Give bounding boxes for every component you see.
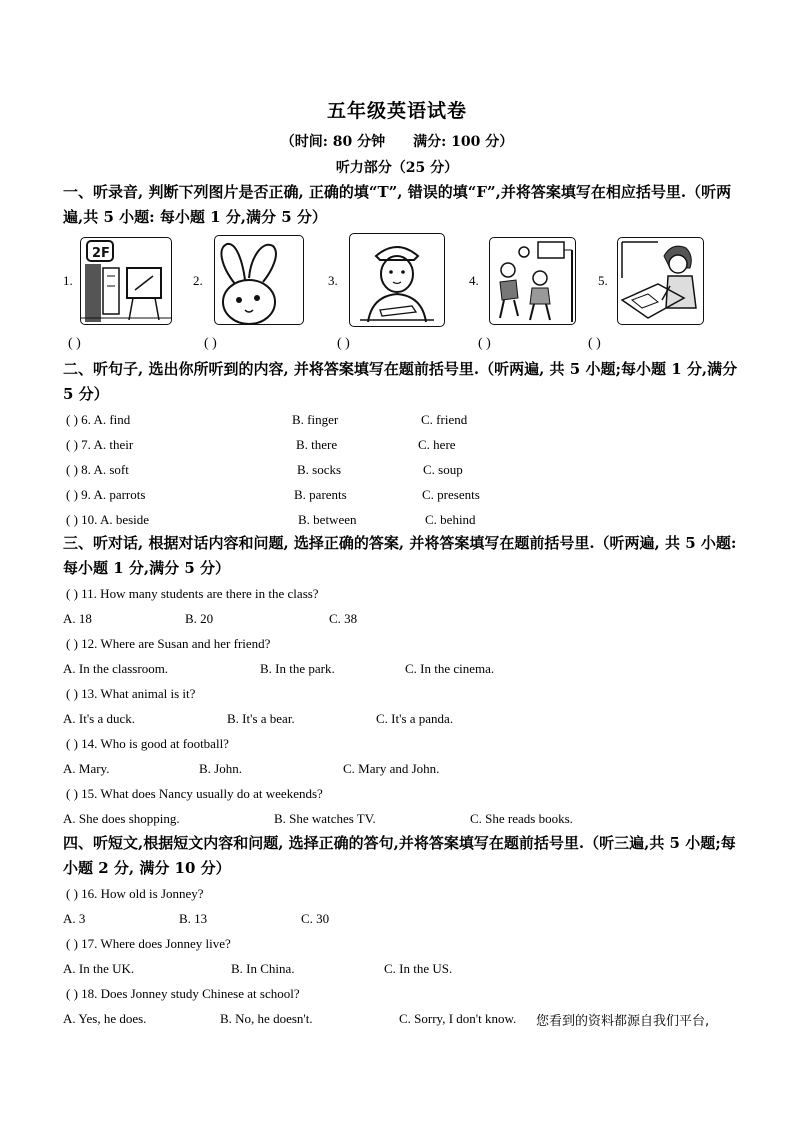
picture-5-number: 5. [598, 273, 608, 288]
question-14-option-a: A. Mary. [63, 761, 110, 776]
question-11-option-c: C. 38 [329, 611, 358, 626]
question-16: ( ) 16. How old is Jonney? [66, 886, 204, 901]
rabbit-picture-icon [214, 235, 304, 325]
question-16-option-a: A. 3 [63, 911, 86, 926]
section2-heading: 二、听句子, 选出你所听到的内容, 并将答案填写在题前括号里.（听两遍, 共 5 小题;每小题 1 分,满分 5 分） [63, 360, 738, 403]
question-7-option-c: C. here [418, 437, 456, 452]
question-16-option-c: C. 30 [301, 911, 330, 926]
question-17-option-b: B. In China. [231, 961, 295, 976]
exam-score: 满分: 100 分） [413, 134, 514, 150]
question-13-option-b: B. It's a bear. [227, 711, 295, 726]
question-17: ( ) 17. Where does Jonney live? [66, 936, 231, 951]
question-9-option-c: C. presents [422, 487, 480, 502]
section1-heading: 一、听录音, 判断下列图片是否正确, 正确的填“T”, 错误的填“F”,并将答案填写在相应括号里.（听两遍,共 5 小题: 每小题 1 分,满分 5 分） [63, 183, 732, 226]
question-6-option-b: B. finger [292, 412, 339, 427]
question-15: ( ) 15. What does Nancy usually do at weekends? [66, 786, 323, 801]
picture-2-answer-paren[interactable]: ( ) [204, 336, 217, 351]
question-11-option-a: A. 18 [63, 611, 92, 626]
question-10-lead: ( ) 10. A. beside [66, 512, 150, 527]
basketball-picture-icon [489, 237, 576, 325]
nurse-picture-icon [349, 233, 445, 327]
question-17-option-c: C. In the US. [384, 961, 453, 976]
svg-text:2F: 2F [92, 246, 110, 261]
picture-4-number: 4. [469, 273, 479, 288]
question-11-option-b: B. 20 [185, 611, 214, 626]
question-14-option-c: C. Mary and John. [343, 761, 440, 776]
question-13-option-c: C. It's a panda. [376, 711, 454, 726]
question-7-option-b: B. there [296, 437, 338, 452]
question-15-option-a: A. She does shopping. [63, 811, 180, 826]
question-12-option-a: A. In the classroom. [63, 661, 169, 676]
question-12-option-c: C. In the cinema. [405, 661, 495, 676]
picture-3-number: 3. [328, 273, 338, 288]
question-10-option-c: C. behind [425, 512, 476, 527]
question-6-option-c: C. friend [421, 412, 468, 427]
question-6-lead: ( ) 6. A. find [66, 412, 131, 427]
question-8-option-c: C. soup [423, 462, 463, 477]
question-15-option-b: B. She watches TV. [274, 811, 376, 826]
question-7-lead: ( ) 7. A. their [66, 437, 134, 452]
picture-1-number: 1. [63, 273, 73, 288]
question-9-lead: ( ) 9. A. parrots [66, 487, 146, 502]
question-14: ( ) 14. Who is good at football? [66, 736, 229, 751]
question-15-option-c: C. She reads books. [470, 811, 573, 826]
section4-heading: 四、听短文,根据短文内容和问题, 选择正确的答句,并将答案填写在题前括号里.（听三遍,共 5 小题;每小题 2 分, 满分 10 分） [63, 834, 736, 877]
question-18-option-a: A. Yes, he does. [63, 1011, 147, 1026]
question-13: ( ) 13. What animal is it? [66, 686, 196, 701]
question-9-option-b: B. parents [294, 487, 347, 502]
picture-1-answer-paren[interactable]: ( ) [68, 336, 81, 351]
question-8-option-b: B. socks [297, 462, 342, 477]
question-12: ( ) 12. Where are Susan and her friend? [66, 636, 271, 651]
drawing-picture-icon [617, 237, 704, 325]
question-17-option-a: A. In the UK. [63, 961, 135, 976]
picture-3-answer-paren[interactable]: ( ) [337, 336, 350, 351]
exam-time-score [0, 131, 794, 151]
page-title: 五年级英语试卷 [326, 100, 467, 122]
watermark-text: 您看到的资料都源自我们平台, [536, 1014, 710, 1029]
question-14-option-b: B. John. [199, 761, 242, 776]
question-13-option-a: A. It's a duck. [63, 711, 136, 726]
picture-2-number: 2. [193, 273, 203, 288]
question-11: ( ) 11. How many students are there in the class? [66, 586, 319, 601]
section3-heading: 三、听对话, 根据对话内容和问题, 选择正确的答案, 并将答案填写在题前括号里.（听两遍, 共 5 小题: 每小题 1 分,满分 5 分） [63, 534, 737, 577]
picture-4-answer-paren[interactable]: ( ) [478, 336, 491, 351]
question-10-option-b: B. between [298, 512, 357, 527]
question-18-option-b: B. No, he doesn't. [220, 1011, 313, 1026]
question-12-option-b: B. In the park. [260, 661, 335, 676]
exam-time: （时间: 80 分钟 [280, 134, 386, 150]
question-16-option-b: B. 13 [179, 911, 208, 926]
question-18-option-c: C. Sorry, I don't know. [399, 1011, 517, 1026]
question-18: ( ) 18. Does Jonney study Chinese at school? [66, 986, 300, 1001]
classroom-picture-icon [80, 237, 172, 325]
picture-5-answer-paren[interactable]: ( ) [588, 336, 601, 351]
question-8-lead: ( ) 8. A. soft [66, 462, 129, 477]
listening-header: 听力部分（25 分） [335, 160, 459, 176]
